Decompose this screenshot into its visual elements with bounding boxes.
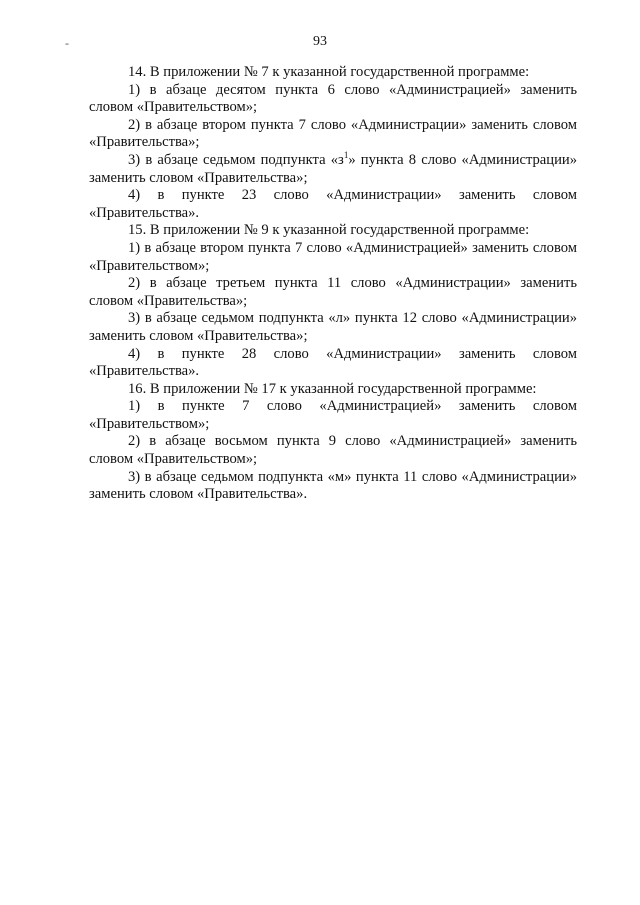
paragraph-14-item-1: 1) в абзаце десятом пункта 6 слово «Администрацией» заменить словом «Правительством»; (89, 81, 577, 116)
paragraph-15-item-3: 3) в абзаце седьмом подпункта «л» пункта 12 слово «Администрации» заменить словом «Правительства»; (89, 310, 577, 344)
document-body (89, 64, 577, 504)
paragraph-14-item-3-end: » пункта 8 слово «Администрации» заменить словом «Правительства»; (89, 151, 577, 186)
paragraph-15-item-2: 2) в абзаце третьем пункта 11 слово «Администрации» заменить словом «Правительства»; (89, 275, 577, 309)
scan-mark: - (65, 36, 69, 50)
superscript-one: 1 (343, 150, 349, 161)
paragraph-14-item-3 (89, 152, 577, 187)
paragraph-16-item-3: 3) в абзаце седьмом подпункта «м» пункта 11 слово «Администрации» заменить словом «Правительства». (89, 468, 577, 503)
paragraph-14-heading: 14. В приложении № 7 к указанной государственной программе: (128, 64, 530, 80)
paragraph-15-item-4: 4) в пункте 28 слово «Администрации» заменить словом «Правительства». (89, 345, 577, 380)
paragraph-16-item-2: 2) в абзаце восьмом пункта 9 слово «Администрацией» заменить словом «Правительством»; (89, 433, 577, 468)
paragraph-14-item-2: 2) в абзаце втором пункта 7 слово «Администрации» заменить словом «Правительства»; (89, 116, 577, 151)
paragraph-16-heading: 16. В приложении № 17 к указанной государственной программе: (128, 380, 537, 397)
paragraph-16-item-1: 1) в пункте 7 слово «Администрацией» заменить словом «Правительством»; (89, 398, 577, 432)
paragraph-15-heading: 15. В приложении № 9 к указанной государственной программе: (128, 222, 530, 239)
page-number: 93 (313, 34, 327, 49)
paragraph-15-item-1: 1) в абзаце втором пункта 7 слово «Администрацией» заменить словом «Правительством»; (89, 239, 577, 274)
paragraph-14-item-3-start: 3) в абзаце седьмом подпункта «з (128, 151, 344, 168)
paragraph-14-item-4: 4) в пункте 23 слово «Администрации» заменить словом «Правительства». (89, 187, 577, 221)
